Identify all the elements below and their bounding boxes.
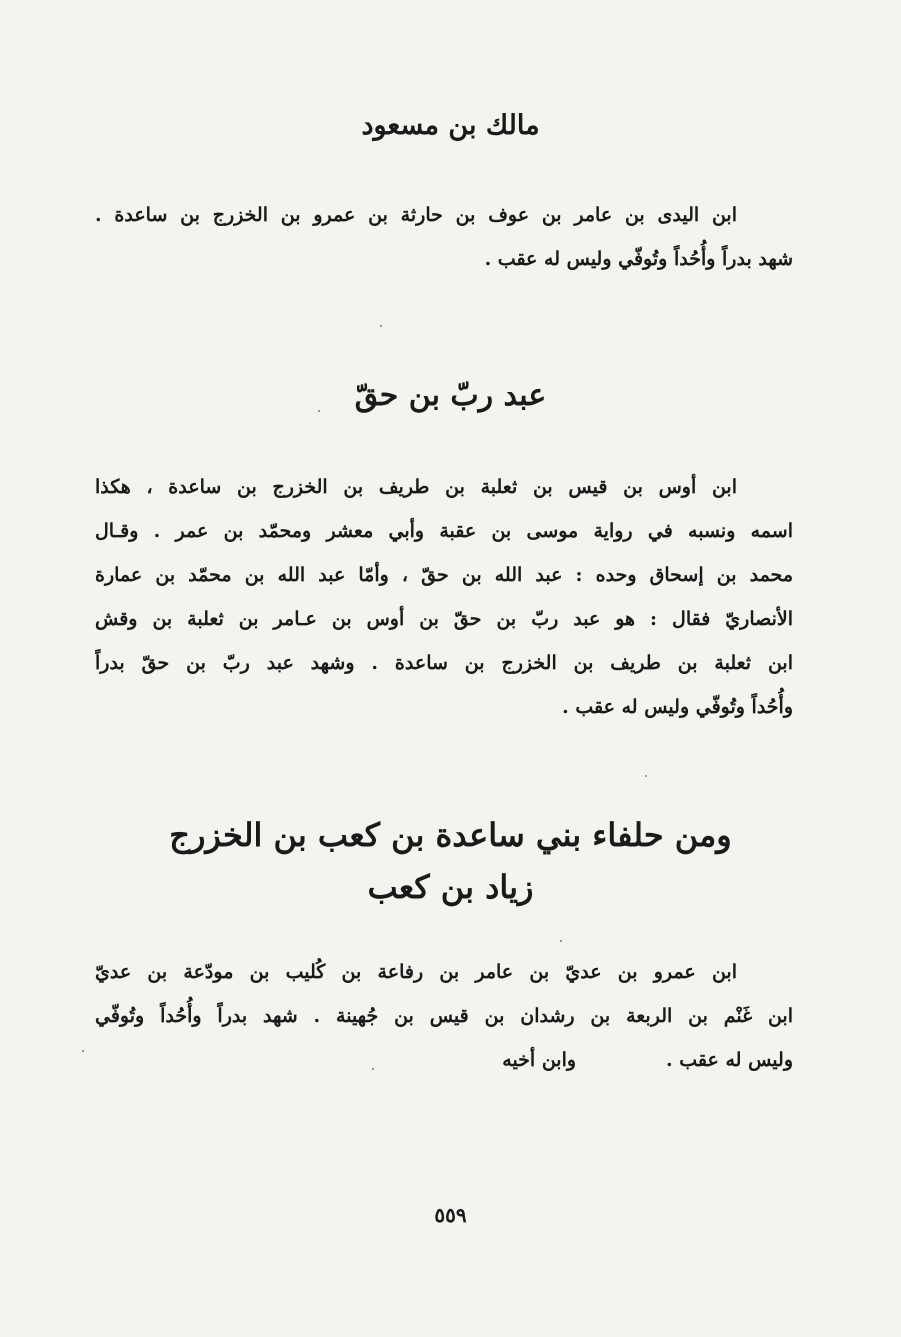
entry-title-abd-rabb: عبد ربّ بن حقّ bbox=[354, 378, 547, 413]
text-line: محمد بن إسحاق وحده : عبد الله بن حقّ ، وأمّا عبد الله بن محمّد بن عمارة bbox=[95, 564, 793, 586]
paper-speck bbox=[645, 775, 647, 777]
text-line: ابن اليدى بن عامر بن عوف بن حارثة بن عمرو بن الخزرج بن ساعدة . bbox=[95, 204, 737, 226]
page-number: ٥٥٩ bbox=[434, 1203, 467, 1227]
section-heading-allies: ومن حلفاء بني ساعدة بن كعب بن الخزرج bbox=[169, 816, 732, 854]
text-line-end: وليس له عقب . bbox=[666, 1049, 793, 1071]
entry-text-ziyad bbox=[95, 950, 793, 1082]
entry-text-malik bbox=[95, 193, 793, 281]
text-line: وأُحُداً وتُوفّي وليس له عقب . bbox=[562, 696, 793, 718]
text-line: ابن ثعلبة بن طريف بن الخزرج بن ساعدة . وشهد عبد ربّ بن حقّ بدراً bbox=[95, 652, 793, 674]
paper-speck bbox=[318, 410, 320, 412]
entry-title-malik: مالك بن مسعود bbox=[361, 110, 540, 141]
text-line: ابن أوس بن قيس بن ثعلبة بن طريف بن الخزرج بن ساعدة ، هكذا bbox=[95, 476, 737, 498]
entry-title-ziyad: زياد بن كعب bbox=[367, 868, 534, 906]
paper-speck bbox=[380, 325, 382, 327]
text-line-final bbox=[95, 1038, 793, 1082]
paper-speck bbox=[82, 1050, 84, 1052]
catchword: وابن أخيه bbox=[502, 1049, 577, 1071]
text-line: الأنصاريّ فقال : هو عبد ربّ بن حقّ بن أوس بن عـامر بن ثعلبة بن وقش bbox=[95, 608, 793, 630]
text-line: شهد بدراً وأُحُداً وتُوفّي وليس له عقب . bbox=[484, 248, 793, 270]
paper-speck bbox=[372, 1068, 374, 1070]
entry-text-abd-rabb bbox=[95, 465, 793, 729]
text-line: ابن عمرو بن عديّ بن عامر بن رفاعة بن كُليب بن مودّعة بن عديّ bbox=[95, 961, 737, 983]
paper-speck bbox=[560, 940, 562, 942]
text-line: اسمه ونسبه في رواية موسى بن عقبة وأبي معشر ومحمّد بن عمر . وقـال bbox=[95, 520, 793, 542]
text-line: ابن غَنْم بن الربعة بن رشدان بن قيس بن جُهينة . شهد بدراً وأُحُداً وتُوفّي bbox=[95, 1005, 793, 1027]
